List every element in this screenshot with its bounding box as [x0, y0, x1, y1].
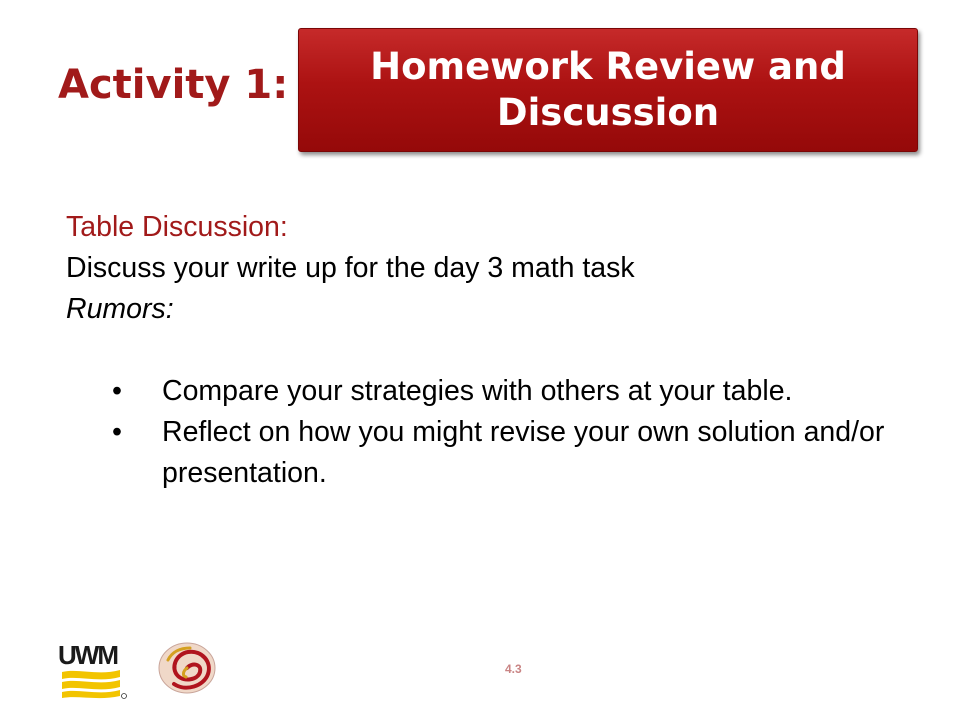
bullet-item [66, 371, 892, 412]
uwm-logo-icon [58, 640, 138, 700]
bullet-list [66, 371, 926, 494]
activity-label: Activity 1: [58, 62, 289, 108]
bullet-text: Reflect on how you might revise your own solution and/or presentation. [162, 416, 885, 489]
task-name: Rumors: [66, 293, 174, 325]
bullet-icon: • [112, 375, 122, 407]
slide-title-line-1: Homework Review and [370, 45, 846, 88]
page-number: 4.3 [505, 662, 522, 676]
discussion-instruction: Discuss your write up for the day 3 math task [66, 252, 635, 284]
spiral-logo-icon [156, 640, 218, 696]
slide-title-line-2: Discussion [496, 91, 720, 134]
slide-body [66, 207, 926, 494]
table-discussion-heading: Table Discussion: [66, 211, 288, 243]
slide-title-box [298, 28, 918, 152]
bullet-icon: • [112, 416, 122, 448]
bullet-item [66, 412, 892, 494]
bullet-text: Compare your strategies with others at your table. [162, 375, 793, 407]
svg-text:UWM: UWM [58, 640, 117, 670]
